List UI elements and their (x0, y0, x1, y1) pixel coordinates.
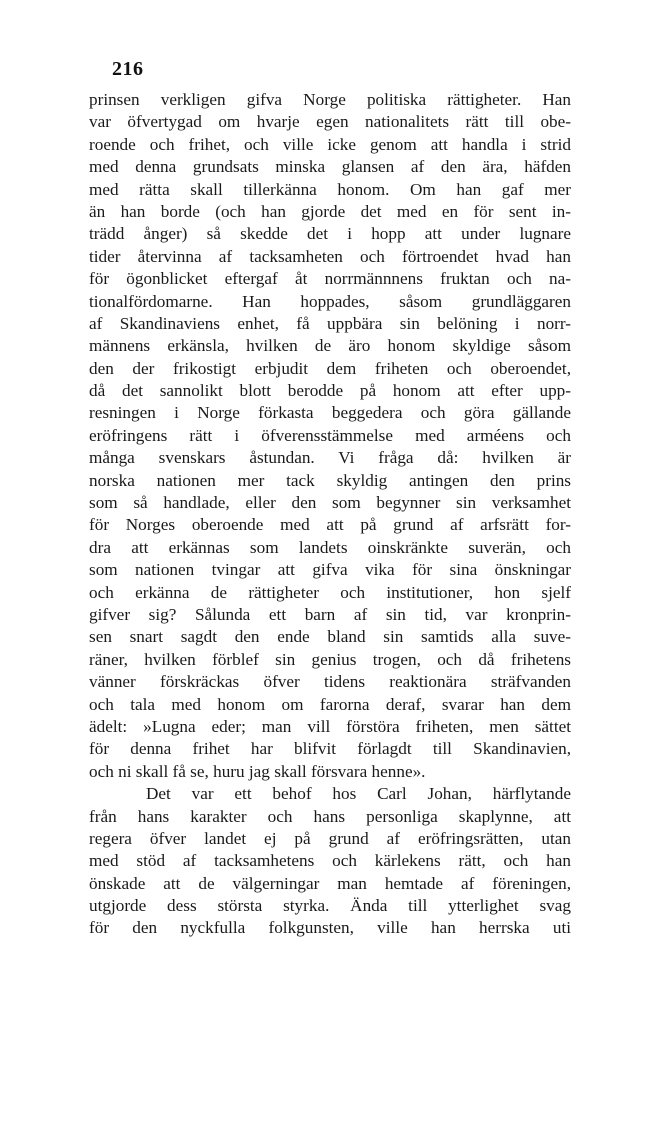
text-line: af Skandinaviens enhet, få uppbära sin belöning i norr- (89, 313, 571, 333)
text-line: dra att erkännas som landets oinskränkte suverän, och (89, 537, 571, 557)
text-line: för ögonblicket eftergaf åt norrmännnens fruktan och na- (89, 269, 571, 289)
text-line: männens erkänsla, hvilken de äro honom skyldige såsom (89, 336, 571, 356)
text-line: många svenskars åstundan. Vi fråga då: hvilken är (89, 448, 571, 468)
text-line: var öfvertygad om hvarje egen nationalitets rätt till obe- (89, 112, 571, 132)
text-line: med stöd af tacksamhetens och kärlekens rätt, och han (89, 851, 571, 871)
text-line: önskade att de välgerningar man hemtade af föreningen, (89, 873, 571, 893)
text-line: gifver sig? Sålunda ett barn af sin tid, var kronprin- (89, 604, 571, 624)
text-line: med denna grundsats minska glansen af den ära, häfden (89, 157, 571, 177)
text-line: regera öfver landet ej på grund af eröfringsrätten, utan (89, 828, 571, 848)
text-line: trädd ånger) så skedde det i hopp att under lugnare (89, 224, 571, 244)
text-line: den der frikostigt erbjudit dem friheten och oberoendet, (89, 358, 571, 378)
text-line: som så handlade, eller den som begynner sin verksamhet (89, 493, 571, 513)
text-line: norska nationen mer tack skyldig antingen den prins (89, 470, 571, 490)
text-line: än han borde (och han gjorde det med en för sent in- (89, 201, 571, 221)
text-line: ädelt: »Lugna eder; man vill förstöra friheten, men sättet (89, 716, 571, 736)
body-text (89, 89, 571, 940)
text-line: och ni skall få se, huru jag skall försvara henne». (89, 761, 426, 781)
text-line: från hans karakter och hans personliga skaplynne, att (89, 806, 571, 826)
text-line: för den nyckfulla folkgunsten, ville han herrska uti (89, 918, 571, 938)
text-line: eröfringens rätt i öfverensstämmelse med arméens och (89, 425, 571, 445)
paragraph-2 (89, 783, 571, 940)
page-number: 216 (112, 58, 144, 80)
text-line: och erkänna de rättigheter och institutioner, hon sjelf (89, 582, 571, 602)
text-line: för Norges oberoende med att på grund af arfsrätt for- (89, 515, 571, 535)
text-line: utgjorde dess största styrka. Ända till ytterlighet svag (89, 896, 571, 916)
text-line: räner, hvilken förblef sin genius trogen, och då frihetens (89, 649, 571, 669)
text-line: tider återvinna af tacksamheten och förtroendet hvad han (89, 246, 571, 266)
text-line: med rätta skall tillerkänna honom. Om han gaf mer (89, 179, 571, 199)
text-line: Det var ett behof hos Carl Johan, härflytande (146, 784, 571, 804)
text-line: resningen i Norge förkasta beggedera och göra gällande (89, 403, 571, 423)
text-line: för denna frihet har blifvit förlagdt till Skandinavien, (89, 739, 571, 759)
text-line: roende och frihet, och ville icke genom att handla i strid (89, 134, 571, 154)
text-line: som nationen tvingar att gifva vika för sina önskningar (89, 560, 571, 580)
text-line: då det sannolikt blott berodde på honom att efter upp- (89, 381, 571, 401)
text-line: vänner förskräckas öfver tidens reaktionära sträfvanden (89, 672, 571, 692)
text-line: prinsen verkligen gifva Norge politiska rättigheter. Han (89, 90, 571, 109)
text-line: tionalfördomarne. Han hoppades, såsom grundläggaren (89, 291, 571, 311)
paragraph-1 (89, 89, 571, 783)
text-line: sen snart sagdt den ende bland sin samtids alla suve- (89, 627, 571, 647)
text-line: och tala med honom om farorna deraf, svarar han dem (89, 694, 571, 714)
